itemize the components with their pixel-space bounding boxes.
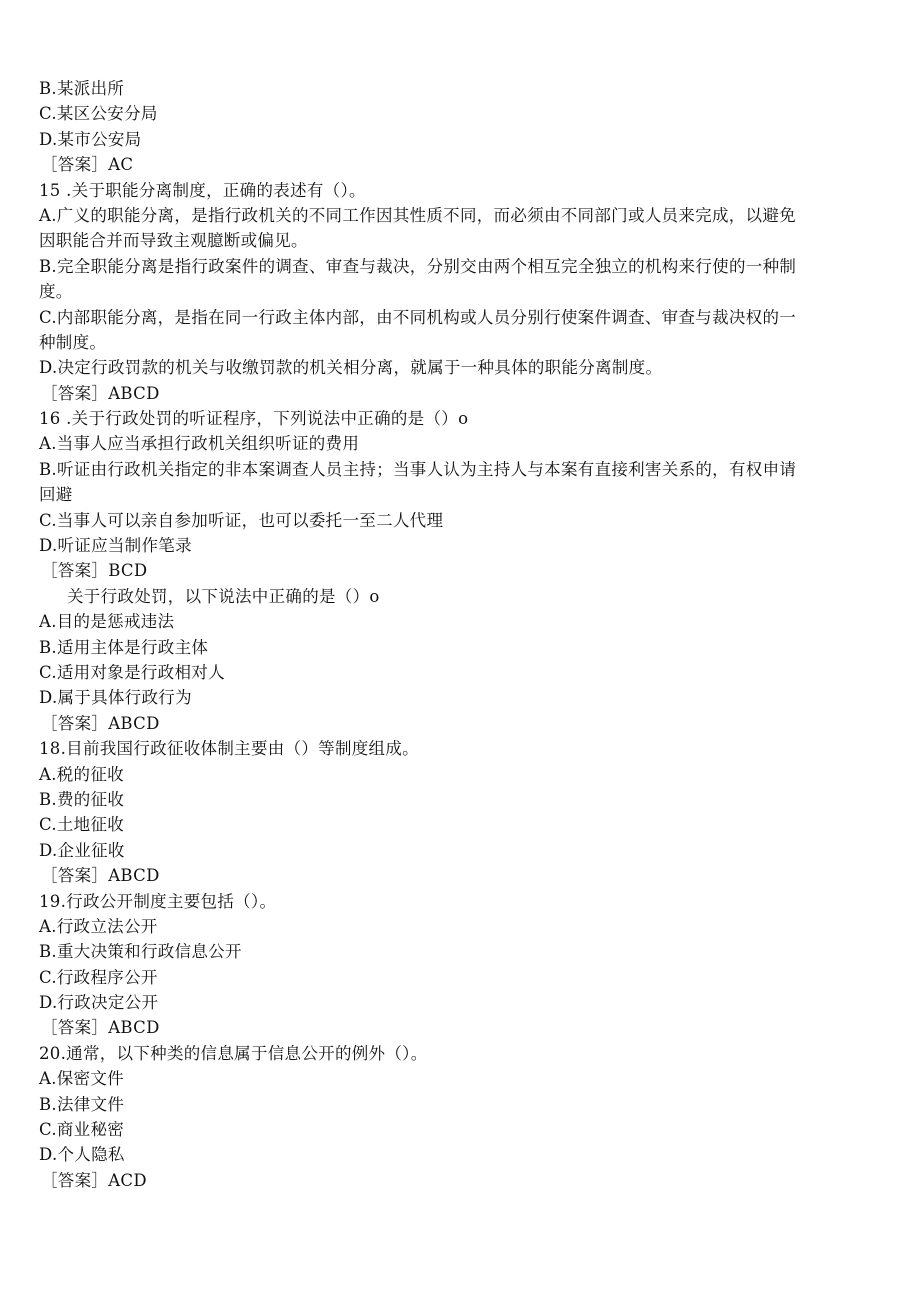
text-line: 度。	[39, 282, 73, 302]
option-line: D.行政决定公开	[39, 993, 159, 1013]
option-line: B.完全职能分离是指行政案件的调查、审查与裁决，分别交由两个相互完全独立的机构来行使的一种制	[39, 256, 797, 276]
option-line: D.某市公安局	[39, 129, 142, 149]
option-line: C.某区公安分局	[39, 104, 158, 124]
text-line: 种制度。	[39, 332, 107, 352]
answer-line: ［答案］ABCD	[41, 383, 160, 403]
option-line: D.个人隐私	[39, 1145, 125, 1165]
answer-line: ［答案］ACD	[41, 1170, 147, 1190]
option-line: C.适用对象是行政相对人	[39, 662, 225, 682]
option-line: A.目的是惩戒违法	[39, 612, 175, 632]
option-line: A.行政立法公开	[39, 916, 158, 936]
question-line: 18.目前我国行政征收体制主要由（）等制度组成。	[39, 739, 419, 759]
question-line: 关于行政处罚，以下说法中正确的是（）o	[67, 586, 380, 606]
option-line: B.重大决策和行政信息公开	[39, 942, 242, 962]
answer-line: ［答案］ABCD	[41, 866, 160, 886]
option-line: B.费的征收	[39, 789, 125, 809]
option-line: B.某派出所	[39, 79, 125, 98]
text-line: 因职能合并而导致主观臆断或偏见。	[39, 231, 308, 251]
option-line: A.当事人应当承担行政机关组织听证的费用	[39, 434, 360, 454]
option-line: C.土地征收	[39, 815, 125, 835]
question-line: 15 .关于职能分离制度，正确的表述有（）。	[39, 180, 366, 200]
option-line: D.听证应当制作笔录	[39, 536, 192, 556]
answer-line: ［答案］AC	[41, 155, 134, 175]
question-line: 16 .关于行政处罚的听证程序，下列说法中正确的是（）o	[39, 409, 469, 429]
answer-line: ［答案］ABCD	[41, 1018, 160, 1038]
option-line: A.税的征收	[39, 764, 124, 784]
option-line: D.企业征收	[39, 840, 125, 860]
question-line: 19.行政公开制度主要包括（）。	[39, 891, 277, 911]
option-line: D.属于具体行政行为	[39, 688, 192, 708]
option-line: C.当事人可以亲自参加听证，也可以委托一至二人代理	[39, 510, 444, 530]
option-line: C.行政程序公开	[39, 967, 158, 987]
option-line: B.适用主体是行政主体	[39, 637, 209, 657]
option-line: A.保密文件	[39, 1069, 124, 1089]
option-line: D.决定行政罚款的机关与收缴罚款的机关相分离，就属于一种具体的职能分离制度。	[39, 358, 663, 378]
question-line: 20.通常，以下种类的信息属于信息公开的例外（）。	[39, 1043, 428, 1063]
option-line: C.商业秘密	[39, 1120, 125, 1140]
answer-line: ［答案］BCD	[41, 561, 148, 581]
option-line: A.广义的职能分离，是指行政机关的不同工作因其性质不同，而必须由不同部门或人员来完成，以避免	[39, 205, 796, 225]
option-line: B.听证由行政机关指定的非本案调查人员主持；当事人认为主持人与本案有直接利害关系的，有权申请	[39, 459, 797, 479]
text-line: 回避	[39, 485, 73, 505]
option-line: C.内部职能分离，是指在同一行政主体内部，由不同机构或人员分别行使案件调查、审查与裁决权的一	[39, 307, 797, 327]
document-page	[39, 76, 881, 1193]
answer-line: ［答案］ABCD	[41, 713, 160, 733]
option-line: B.法律文件	[39, 1094, 125, 1114]
